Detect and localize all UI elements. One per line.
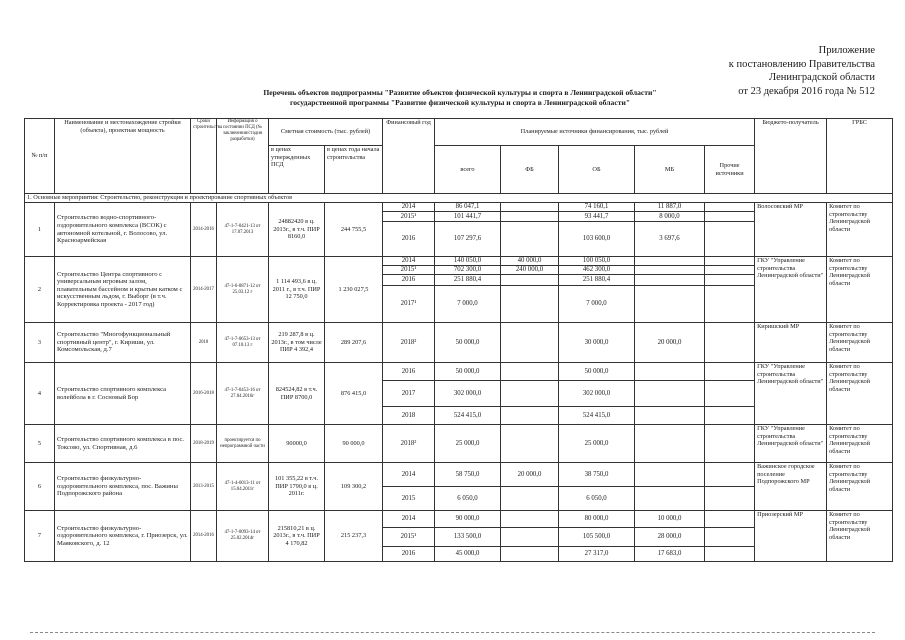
fin-ob: 251 880,4	[559, 275, 635, 286]
budget-recipient: ГКУ "Управление строительства Ленинградской области"	[755, 425, 827, 463]
cost-start: 244 755,5	[325, 203, 383, 257]
fin-ob: 524 415,0	[559, 407, 635, 425]
psd-info: 47-1-7-0093-14 от 25.02.2014г	[217, 511, 269, 562]
fin-mb	[635, 266, 705, 275]
fin-ob: 302 000,0	[559, 381, 635, 407]
budget-recipient: Киришский МР	[755, 323, 827, 363]
construction-terms: 2018-2019	[191, 425, 217, 463]
construction-terms: 2014-2017	[191, 257, 217, 323]
fin-total: 45 000,0	[435, 547, 501, 562]
fin-other	[705, 286, 755, 323]
fin-other	[705, 222, 755, 257]
fin-year: 2018²	[383, 425, 435, 463]
grbs: Комитет по строительству Ленинградской области	[827, 511, 893, 562]
fin-year: 2015¹	[383, 528, 435, 547]
fin-mb	[635, 286, 705, 323]
table-row	[25, 257, 893, 266]
budget-recipient: ГКУ "Управление строительства Ленинградской области"	[755, 363, 827, 425]
object-name: Строительство физкультурно-оздоровительного комплекса, г. Приозерск, ул. Маяковского, д. 12	[55, 511, 191, 562]
psd-info: 47-1-6-0871-12 от 25.03.12 г	[217, 257, 269, 323]
fin-ob: 50 000,0	[559, 363, 635, 381]
budget-recipient: Важинское городское поселение Подпорожского МР	[755, 463, 827, 511]
document-title	[160, 88, 760, 108]
header-cost-start: в ценах года начала строительства	[325, 146, 383, 194]
grbs: Комитет по строительству Ленинградской области	[827, 203, 893, 257]
psd-info: 47-1-7-0421-13 от 17.07.2013	[217, 203, 269, 257]
budget-recipient: Приозерский МР	[755, 511, 827, 562]
cost-start: 109 300,2	[325, 463, 383, 511]
fin-other	[705, 487, 755, 511]
fin-total: 90 000,0	[435, 511, 501, 528]
table-row	[25, 323, 893, 363]
construction-terms: 2014-2016	[191, 203, 217, 257]
construction-terms: 2016-2018	[191, 363, 217, 425]
budget-recipient: Волосовский МР	[755, 203, 827, 257]
cost-psd: 101 355,22 в т.ч. ПИР 1790,0 в ц. 2011г.	[269, 463, 325, 511]
fin-year: 2014	[383, 463, 435, 487]
row-num: 3	[25, 323, 55, 363]
fin-fb	[501, 286, 559, 323]
fin-year: 2016	[383, 222, 435, 257]
fin-ob: 93 441,7	[559, 212, 635, 222]
fin-total: 101 441,7	[435, 212, 501, 222]
fin-total: 251 880,4	[435, 275, 501, 286]
fin-fb	[501, 381, 559, 407]
fin-other	[705, 203, 755, 212]
fin-total: 107 297,6	[435, 222, 501, 257]
cost-psd: 824524,82 в т.ч. ПИР 8700,0	[269, 363, 325, 425]
header-total: всего	[435, 146, 501, 194]
object-name: Строительство спортивного комплекса волейбола в г. Сосновый Бор	[55, 363, 191, 425]
fin-mb	[635, 275, 705, 286]
cost-start: 90 000,0	[325, 425, 383, 463]
header-psd: Информация о состоянии ПСД (№ заключения/стадия разработки)	[217, 119, 269, 194]
grbs: Комитет по строительству Ленинградской области	[827, 323, 893, 363]
appendix-line: Ленинградской области	[769, 72, 875, 84]
header-fb: ФБ	[501, 146, 559, 194]
cost-psd: 24882420 в ц. 2013г., в т.ч. ПИР 8160,0	[269, 203, 325, 257]
fin-ob: 462 300,0	[559, 266, 635, 275]
fin-total: 140 050,0	[435, 257, 501, 266]
header-grbs: ГРБС	[827, 119, 893, 194]
object-name: Строительство спортивного комплекса в пос. Токсово, ул. Спортивная, д.6	[55, 425, 191, 463]
fin-other	[705, 275, 755, 286]
appendix-line: Приложение	[818, 45, 875, 56]
fin-other	[705, 511, 755, 528]
fin-year: 2015¹	[383, 266, 435, 275]
section-row	[25, 194, 893, 203]
cost-start: 1 230 027,5	[325, 257, 383, 323]
header-mb: МБ	[635, 146, 705, 194]
fin-fb	[501, 407, 559, 425]
row-num: 2	[25, 257, 55, 323]
fin-mb: 11 887,0	[635, 203, 705, 212]
fin-year: 2015¹	[383, 212, 435, 222]
header-num: № п/п	[25, 119, 55, 194]
construction-terms: 2014-2016	[191, 511, 217, 562]
row-num: 6	[25, 463, 55, 511]
appendix-date: от 23 декабря 2016 года № 512	[738, 85, 875, 97]
fin-other	[705, 323, 755, 363]
cost-start: 876 415,0	[325, 363, 383, 425]
fin-other	[705, 212, 755, 222]
fin-ob: 27 317,0	[559, 547, 635, 562]
object-name: Строительство физкультурно-оздоровительного комплекса, пос. Важины Подпорожского района	[55, 463, 191, 511]
fin-ob: 100 050,0	[559, 257, 635, 266]
row-num: 1	[25, 203, 55, 257]
fin-mb	[635, 463, 705, 487]
fin-other	[705, 363, 755, 381]
fin-year: 2016	[383, 275, 435, 286]
fin-fb	[501, 528, 559, 547]
row-num: 7	[25, 511, 55, 562]
table-row	[25, 425, 893, 463]
fin-ob: 103 600,0	[559, 222, 635, 257]
fin-ob: 105 500,0	[559, 528, 635, 547]
fin-ob: 25 000,0	[559, 425, 635, 463]
fin-fb	[501, 511, 559, 528]
fin-fb	[501, 487, 559, 511]
fin-mb: 8 000,0	[635, 212, 705, 222]
fin-ob: 6 050,0	[559, 487, 635, 511]
table-row	[25, 363, 893, 381]
header-year: Финансовый год	[383, 119, 435, 194]
grbs: Комитет по строительству Ленинградской области	[827, 363, 893, 425]
fin-other	[705, 547, 755, 562]
table-row	[25, 463, 893, 487]
fin-mb: 3 697,6	[635, 222, 705, 257]
cost-psd: 219 287,8 в ц. 2013г., в том числе ПИР 4 392,4	[269, 323, 325, 363]
cost-start: 289 207,6	[325, 323, 383, 363]
fin-mb	[635, 381, 705, 407]
header-sources: Планируемые источники финансирования, тыс. рублей	[435, 119, 755, 146]
fin-year: 2016	[383, 363, 435, 381]
object-name: Строительство Центра спортивного с универсальным игровым залом, плавательным бассейном и крытым катком с искусственным льдом, г. Выборг (в т.ч. Корректировка проекта - 2017 год)	[55, 257, 191, 323]
fin-year: 2016	[383, 547, 435, 562]
header-ob: ОБ	[559, 146, 635, 194]
fin-mb: 10 000,0	[635, 511, 705, 528]
fin-fb: 40 000,0	[501, 257, 559, 266]
title-line: государственной программы "Развитие физической культуры и спорта в Ленинградской области"	[289, 98, 631, 107]
appendix-line: к постановлению Правительства	[728, 58, 875, 70]
fin-total: 702 300,0	[435, 266, 501, 275]
grbs: Комитет по строительству Ленинградской области	[827, 463, 893, 511]
fin-total: 86 047,1	[435, 203, 501, 212]
fin-other	[705, 528, 755, 547]
fin-mb	[635, 425, 705, 463]
fin-year: 2018²	[383, 323, 435, 363]
fin-fb	[501, 323, 559, 363]
cost-psd: 1 114 493,6 в ц. 2011 г., в т.ч. ПИР 12 750,0	[269, 257, 325, 323]
fin-mb	[635, 487, 705, 511]
fin-mb	[635, 257, 705, 266]
construction-terms: 2018	[191, 323, 217, 363]
fin-total: 58 750,0	[435, 463, 501, 487]
fin-total: 524 415,0	[435, 407, 501, 425]
header-cost-psd: в ценах утвержденных ПСД	[269, 146, 325, 194]
fin-fb	[501, 425, 559, 463]
psd-info: 47-1-7-0453-16 от 27.04.2016г	[217, 363, 269, 425]
section-title: 1. Основные мероприятия: Строительство, реконструкция и проектирование спортивных объектов	[25, 194, 893, 203]
fin-other	[705, 381, 755, 407]
fin-total: 6 050,0	[435, 487, 501, 511]
object-name: Строительство "Многофункциональный спортивный центр", г. Кириши, ул. Комсомольская, д.7	[55, 323, 191, 363]
fin-total: 133 500,0	[435, 528, 501, 547]
header-recipient: Бюджето-получатель	[755, 119, 827, 194]
object-name: Строительство водно-спортивного-оздоровительного комплекса (ВСОК) с автономной котельной, г. Волосово, ул. Красноармейская	[55, 203, 191, 257]
fin-other	[705, 257, 755, 266]
fin-year: 2014	[383, 257, 435, 266]
fin-total: 25 000,0	[435, 425, 501, 463]
title-line: Перечень объектов подпрограммы "Развитие объектов физической культуры и спорта в Ленинградской области"	[263, 88, 657, 97]
row-num: 4	[25, 363, 55, 425]
table-row	[25, 203, 893, 212]
fin-other	[705, 463, 755, 487]
fin-year: 2014	[383, 511, 435, 528]
fin-other	[705, 407, 755, 425]
fin-ob: 80 000,0	[559, 511, 635, 528]
table-row	[25, 511, 893, 528]
header-terms: Сроки строительства	[191, 119, 217, 194]
budget-recipient: ГКУ "Управление строительства Ленинградской области"	[755, 257, 827, 323]
psd-info: 47-1-7-0653-13 от 07.10.13 г	[217, 323, 269, 363]
fin-ob: 74 160,1	[559, 203, 635, 212]
grbs: Комитет по строительству Ленинградской области	[827, 425, 893, 463]
fin-year: 2017	[383, 381, 435, 407]
fin-mb: 20 000,0	[635, 323, 705, 363]
fin-ob: 38 750,0	[559, 463, 635, 487]
fin-mb	[635, 363, 705, 381]
fin-total: 7 000,0	[435, 286, 501, 323]
fin-ob: 7 000,0	[559, 286, 635, 323]
fin-year: 2015	[383, 487, 435, 511]
fin-mb	[635, 407, 705, 425]
objects-table	[24, 118, 893, 562]
fin-total: 50 000,0	[435, 323, 501, 363]
fin-fb	[501, 222, 559, 257]
fin-total: 50 000,0	[435, 363, 501, 381]
header-cost: Сметная стоимость (тыс. рублей)	[269, 119, 383, 146]
psd-info: 47-1-4-0013-11 от 15.04.2011г	[217, 463, 269, 511]
fin-fb	[501, 212, 559, 222]
fin-fb	[501, 547, 559, 562]
fin-fb: 20 000,0	[501, 463, 559, 487]
page-bottom-rule	[30, 632, 875, 633]
fin-other	[705, 425, 755, 463]
header-row	[25, 119, 893, 146]
cost-psd: 215810,21 в ц. 2013г., в т.ч. ПИР 4 170,82	[269, 511, 325, 562]
header-name: Наименование и местонахождение стройки (объекта), проектная мощность	[55, 119, 191, 194]
fin-mb: 28 000,0	[635, 528, 705, 547]
fin-fb	[501, 275, 559, 286]
construction-terms: 2013-2015	[191, 463, 217, 511]
cost-psd: 90000,0	[269, 425, 325, 463]
fin-year: 2014	[383, 203, 435, 212]
header-other: Прочие источники	[705, 146, 755, 194]
psd-info: проектируется по непрограммной части	[217, 425, 269, 463]
fin-other	[705, 266, 755, 275]
fin-year: 2017¹	[383, 286, 435, 323]
fin-total: 302 000,0	[435, 381, 501, 407]
fin-mb: 17 683,0	[635, 547, 705, 562]
cost-start: 215 237,3	[325, 511, 383, 562]
fin-ob: 30 000,0	[559, 323, 635, 363]
fin-fb	[501, 363, 559, 381]
row-num: 5	[25, 425, 55, 463]
fin-fb: 240 000,0	[501, 266, 559, 275]
grbs: Комитет по строительству Ленинградской области	[827, 257, 893, 323]
fin-year: 2018	[383, 407, 435, 425]
fin-fb	[501, 203, 559, 212]
